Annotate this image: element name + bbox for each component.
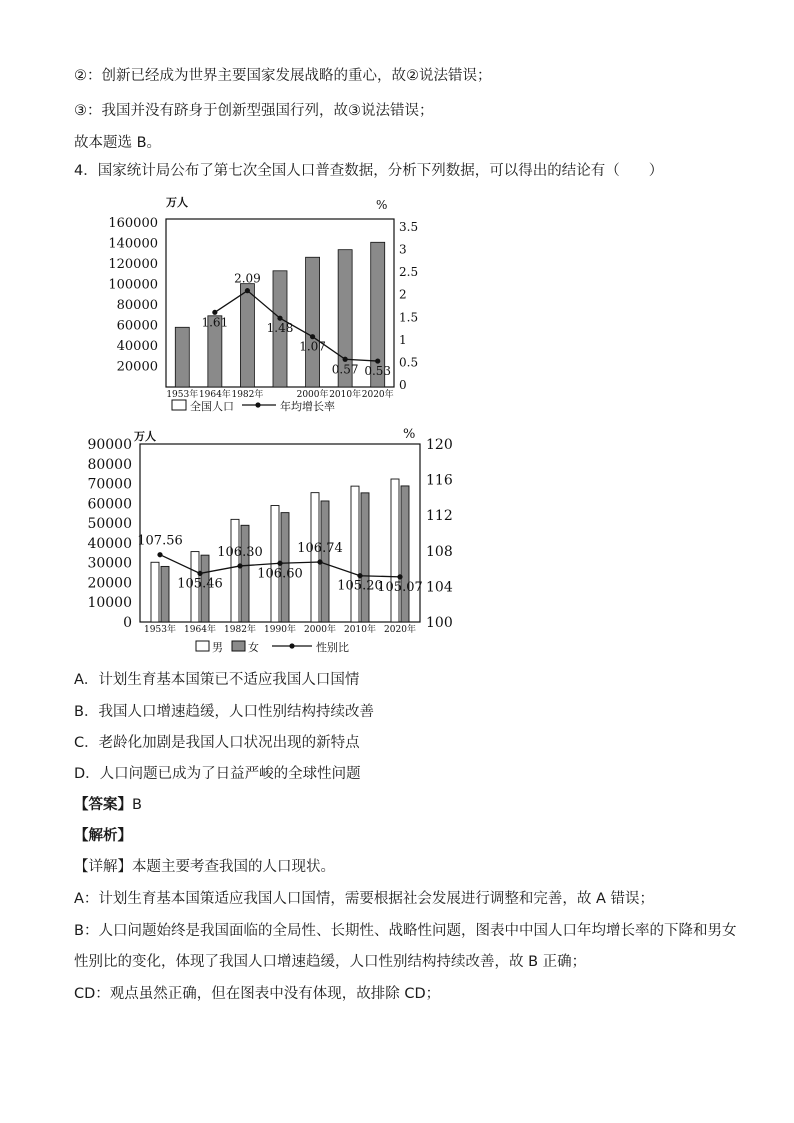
left-axis-tick: 80000 [87, 456, 132, 473]
growth-rate-label: 0.53 [364, 364, 392, 379]
option-b: B．我国人口增速趋缓，人口性别结构持续改善 [74, 704, 374, 720]
sex-ratio-label: 106.74 [297, 541, 343, 557]
x-axis-tick: 2020年 [361, 390, 394, 400]
x-axis-tick: 2000年 [296, 390, 329, 400]
left-axis-tick: 120000 [108, 257, 158, 272]
male-bar [391, 479, 399, 622]
growth-rate-label: 1.48 [266, 321, 294, 336]
x-axis-tick: 2020年 [384, 625, 416, 635]
option-c: C．老龄化加剧是我国人口状况出现的新特点 [74, 735, 360, 751]
sex-ratio-label: 106.60 [257, 566, 303, 582]
analysis-tag: 【解析】 [74, 828, 132, 844]
chart-legend [196, 640, 349, 654]
growth-rate-point [310, 334, 315, 339]
growth-rate-point [343, 357, 348, 362]
legend-label-female: 女 [248, 641, 259, 654]
male-bar [151, 562, 159, 622]
female-bar [361, 493, 369, 622]
population-bar [175, 327, 189, 387]
sex-ratio-point [317, 559, 322, 564]
legend-label-male: 男 [212, 641, 223, 654]
left-unit-label: 万人 [134, 430, 156, 443]
right-unit-label: % [403, 427, 416, 442]
left-axis-tick: 60000 [116, 318, 158, 334]
question-stem: 4．国家统计局公布了第七次全国人口普查数据，分析下列数据，可以得出的结论有（ ） [74, 163, 664, 179]
right-axis-tick: 120 [426, 437, 453, 453]
left-axis-tick: 30000 [87, 555, 132, 572]
chart-legend [172, 399, 335, 413]
growth-rate-label: 2.09 [234, 271, 261, 286]
right-axis-tick: 3 [399, 242, 407, 257]
legend-swatch-female [232, 641, 245, 651]
sex-ratio-label: 107.56 [137, 533, 183, 549]
sex-ratio-point [157, 552, 162, 557]
male-bar [351, 486, 359, 622]
right-axis-tick: 0 [399, 378, 407, 392]
right-axis-tick: 116 [426, 472, 453, 489]
right-axis-tick: 2 [399, 287, 407, 302]
sex-ratio-label: 105.20 [337, 578, 383, 594]
legend-marker-growth-rate [255, 402, 260, 407]
population-bar [306, 257, 320, 387]
left-axis-tick: 80000 [116, 298, 158, 313]
sex-ratio-label: 105.07 [377, 579, 423, 595]
right-axis-tick: 2.5 [399, 265, 419, 280]
female-bar [161, 566, 169, 622]
x-axis-tick: 1964年 [198, 390, 231, 400]
answer-tag: 【答案】 [74, 797, 132, 813]
analysis-detail: 【详解】本题主要考查我国的人口现状。 [74, 859, 335, 875]
sex-ratio-point [277, 561, 282, 566]
left-axis-tick: 0 [123, 615, 132, 631]
sex-ratio-point [357, 573, 362, 578]
sex-ratio-label: 106.30 [217, 544, 263, 560]
legend-swatch-male [196, 641, 209, 651]
growth-rate-point [245, 288, 250, 293]
right-axis-tick: 1 [399, 332, 407, 347]
legend-swatch-population [172, 400, 186, 410]
left-axis-tick: 100000 [108, 277, 158, 293]
growth-rate-point [277, 316, 282, 321]
right-axis-tick: 0.5 [399, 355, 419, 370]
left-axis-tick: 50000 [87, 516, 132, 533]
growth-rate-point [375, 358, 380, 363]
x-axis-tick: 1990年 [264, 625, 296, 635]
left-axis-tick: 90000 [87, 437, 132, 453]
intro-line-3: 故本题选 B。 [74, 135, 162, 151]
population-bar [240, 284, 254, 387]
sex-ratio-point [237, 563, 242, 568]
left-unit-label: 万人 [166, 196, 188, 209]
sex-ratio-label: 105.46 [177, 576, 223, 592]
option-d: D．人口问题已成为了日益严峻的全球性问题 [74, 766, 361, 782]
legend-label-sex-ratio: 性别比 [316, 641, 349, 654]
left-axis-tick: 20000 [87, 575, 132, 592]
growth-rate-label: 0.57 [331, 362, 359, 377]
male-bar [311, 493, 319, 622]
right-unit-label: % [376, 198, 388, 212]
sex-ratio-chart [74, 420, 464, 660]
x-axis-tick: 1964年 [184, 625, 216, 635]
intro-line-1: ②：创新已经成为世界主要国家发展战略的重心，故②说法错误； [74, 68, 492, 84]
left-axis-tick: 20000 [116, 359, 158, 375]
sex-ratio-point [397, 574, 402, 579]
sex-ratio-point [197, 571, 202, 576]
left-axis-tick: 40000 [116, 339, 158, 354]
x-axis-tick: 1982年 [224, 625, 256, 635]
analysis-cd: CD：观点虽然正确，但在图表中没有体现，故排除 CD； [74, 986, 441, 1002]
left-axis-tick: 70000 [87, 476, 132, 493]
x-axis-tick: 2000年 [304, 625, 336, 635]
option-a: A．计划生育基本国策已不适应我国人口国情 [74, 672, 360, 688]
legend-label-growth-rate: 年均增长率 [280, 400, 335, 413]
right-axis-tick: 108 [426, 543, 453, 560]
x-axis-tick: 1982年 [231, 390, 264, 400]
growth-rate-label: 1.07 [299, 339, 326, 354]
answer-line [74, 795, 142, 815]
right-axis-tick: 100 [426, 615, 453, 631]
left-axis-tick: 40000 [87, 535, 132, 552]
right-axis-tick: 1.5 [399, 310, 419, 325]
right-axis-tick: 3.5 [399, 220, 419, 234]
left-axis-tick: 140000 [108, 236, 158, 252]
analysis-a: A：计划生育基本国策适应我国人口国情，需要根据社会发展进行调整和完善，故 A 错误； [74, 891, 655, 907]
growth-rate-label: 1.61 [201, 315, 229, 330]
intro-line-2: ③：我国并没有跻身于创新型强国行列，故③说法错误； [74, 103, 434, 119]
right-axis-tick: 104 [426, 579, 453, 596]
x-axis-tick: 2010年 [344, 625, 376, 635]
legend-marker-sex-ratio [289, 643, 294, 648]
male-bar [231, 519, 239, 622]
x-axis-tick: 2010年 [329, 390, 362, 400]
analysis-b-line-2: 性别比的变化，体现了我国人口增速趋缓，人口性别结构持续改善，故 B 正确； [74, 954, 587, 970]
left-axis-tick: 60000 [87, 496, 132, 513]
analysis-b-line-1: B：人口问题始终是我国面临的全局性、长期性、战略性问题，图表中中国人口年均增长率的下降和男女 [74, 923, 737, 939]
population-growth-chart [100, 192, 440, 424]
female-bar [401, 486, 409, 622]
legend-label-population: 全国人口 [190, 400, 234, 413]
x-axis-tick: 1953年 [166, 390, 199, 400]
answer-value: B [132, 797, 142, 813]
female-bar [241, 525, 249, 622]
x-axis-tick: 1953年 [144, 625, 176, 635]
growth-rate-point [212, 310, 217, 315]
left-axis-tick: 10000 [87, 595, 132, 612]
right-axis-tick: 112 [426, 508, 453, 525]
left-axis-tick: 160000 [108, 216, 158, 231]
